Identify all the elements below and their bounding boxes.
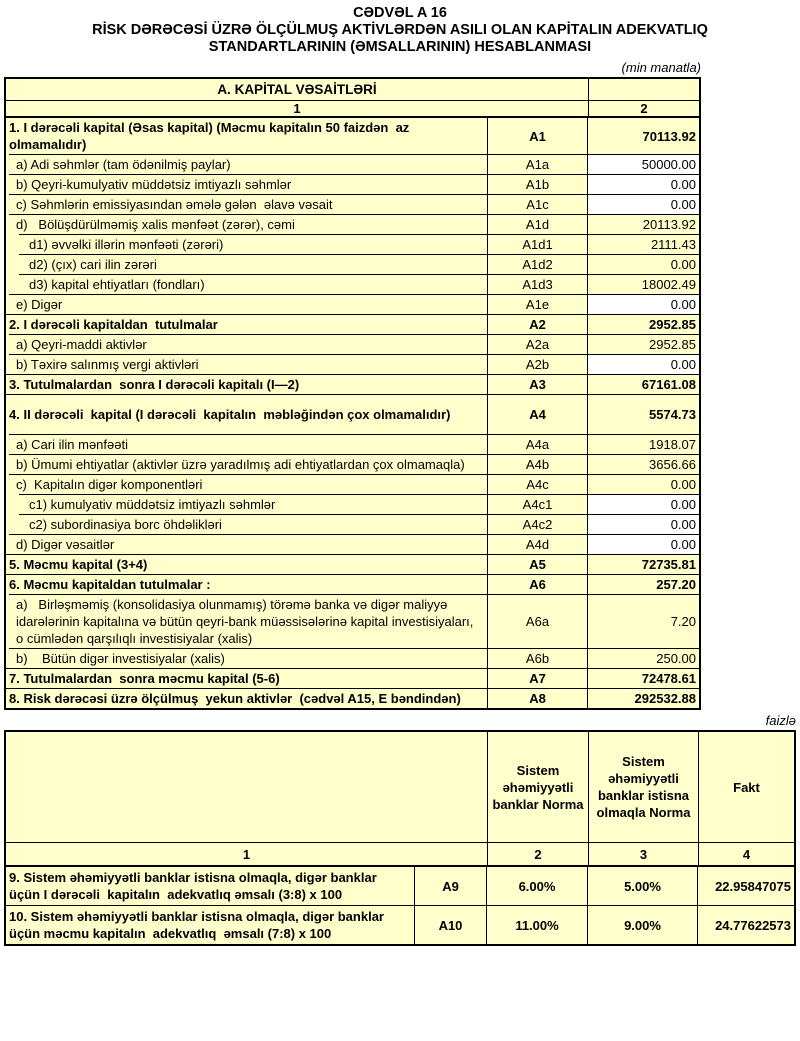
row-code: A4c (488, 475, 588, 494)
row-code: A2 (488, 315, 588, 334)
row-label: b) Ümumi ehtiyatlar (aktivlər üzrə yaradılmış adi ehtiyatlardan çox olmamaqla) (6, 455, 488, 474)
ratio-table (4, 730, 796, 946)
ratio-row-A9 (6, 865, 794, 905)
row-value: 2952.85 (649, 337, 696, 352)
row-label: 1. I dərəcəli kapital (Əsas kapital) (Məcmu kapitalın 50 faizdən az olmamalıdır) (6, 118, 488, 154)
capital-table-title-row (6, 79, 699, 100)
row-value: 2111.43 (650, 237, 696, 252)
row-label: a) Qeyri-maddi aktivlər (6, 335, 488, 354)
row-code: A1d (488, 215, 588, 234)
capital-row-A2a (6, 334, 699, 354)
row-code: A3 (488, 375, 588, 394)
row-label: a) Adi səhmlər (tam ödənilmiş paylar) (6, 155, 488, 174)
row-code: A10 (415, 906, 487, 944)
row-code: A1 (488, 118, 588, 154)
row-code: A1d3 (488, 275, 588, 294)
row-label: 10. Sistem əhəmiyyətli banklar istisna olmaqla, digər banklar üçün məcmu kapitalın adekvatlıq əmsalı (7:8) x 100 (6, 906, 415, 944)
row-code: A9 (415, 867, 487, 905)
row-value: 257.20 (656, 577, 696, 592)
row-code: A4b (488, 455, 588, 474)
row-value: 0.00 (588, 175, 699, 194)
row-code: A4a (488, 435, 588, 454)
unit-note-percent: faizlə (765, 713, 796, 728)
row-label: 2. I dərəcəli kapitaldan tutulmalar (6, 315, 488, 334)
capital-row-A1d1 (6, 234, 699, 254)
row-value: 0.00 (588, 195, 699, 214)
row-code: A4 (488, 395, 588, 434)
ratio-table-number-row (6, 842, 794, 865)
capital-row-A1d (6, 214, 699, 234)
row-value: 70113.92 (642, 128, 696, 144)
row-code: A1a (488, 155, 588, 174)
row-value: 0.00 (670, 477, 696, 492)
capital-col-number-1: 1 (6, 101, 589, 116)
row-istisna-norma: 5.00% (588, 867, 698, 905)
capital-table-title-empty-cell (589, 79, 699, 100)
row-label: d3) kapital ehtiyatları (fondları) (6, 275, 488, 294)
capital-row-A1c (6, 194, 699, 214)
unit-note-thousand-manat: (min manatla) (621, 60, 701, 75)
capital-row-A4b (6, 454, 699, 474)
row-value: 0.00 (588, 295, 699, 314)
row-fakt: 22.95847075 (715, 878, 791, 894)
border-inset (6, 434, 9, 435)
capital-table-section-title: A. KAPİTAL VƏSAİTLƏRİ (6, 79, 589, 100)
row-value: 0.00 (588, 515, 699, 534)
capital-row-A2 (6, 314, 699, 334)
border-inset (6, 494, 19, 495)
ratio-col-header-fakt: Fakt (733, 779, 760, 795)
border-inset (6, 234, 19, 235)
row-value: 67161.08 (641, 377, 696, 392)
ratio-header-empty-cell (6, 732, 488, 842)
row-code: A1c (488, 195, 588, 214)
row-value: 250.00 (656, 651, 696, 666)
row-fakt: 24.77622573 (715, 917, 791, 933)
row-label: 6. Məcmu kapitaldan tutulmalar : (6, 575, 488, 594)
capital-row-A4c1 (6, 494, 699, 514)
row-code: A6a (488, 595, 588, 648)
row-sistem-norma: 11.00% (487, 906, 588, 944)
row-label: a) Cari ilin mənfəəti (6, 435, 488, 454)
border-inset (6, 194, 9, 195)
ratio-col-number-2: 2 (488, 843, 589, 865)
border-inset (6, 174, 9, 175)
row-label: 4. II dərəcəli kapital (I dərəcəli kapitalın məbləğindən çox olmamalıdır) (6, 395, 488, 434)
capital-table-number-row (6, 100, 699, 116)
document-title: CƏDVƏL A 16 (353, 5, 447, 21)
row-label: b) Təxirə salınmış vergi aktivləri (6, 355, 488, 374)
capital-row-A1d3 (6, 274, 699, 294)
row-code: A4d (488, 535, 588, 554)
border-inset (6, 154, 9, 155)
row-code: A2a (488, 335, 588, 354)
row-label: 8. Risk dərəcəsi üzrə ölçülmuş yekun aktivlər (cədvəl A15, E bəndindən) (6, 689, 488, 708)
row-code: A1b (488, 175, 588, 194)
document-heading-line1: RİSK DƏRƏCƏSİ ÜZRƏ ÖLÇÜLMUŞ AKTİVLƏRDƏN ASILI OLAN KAPİTALIN ADEKVATLIQ (92, 22, 708, 38)
ratio-col-header-sistem-norma: Sistem əhəmiyyətli banklar Norma (488, 732, 589, 842)
capital-row-A4c (6, 474, 699, 494)
row-istisna-norma: 9.00% (588, 906, 698, 944)
row-value: 18002.49 (641, 277, 696, 292)
row-value: 3656.66 (649, 457, 696, 472)
ratio-table-body (6, 865, 794, 944)
row-code: A6b (488, 649, 588, 668)
border-inset (6, 354, 9, 355)
border-inset (6, 514, 19, 515)
capital-table-body (6, 116, 699, 708)
row-value: 72735.81 (641, 557, 696, 572)
capital-row-A1a (6, 154, 699, 174)
row-label: 5. Məcmu kapital (3+4) (6, 555, 488, 574)
row-label: c) Kapitalın digər komponentləri (6, 475, 488, 494)
row-value: 50000.00 (588, 155, 699, 174)
row-label: 7. Tutulmalardan sonra məcmu kapital (5-6) (6, 669, 488, 688)
capital-row-A5 (6, 554, 699, 574)
row-code: A4c1 (488, 495, 588, 514)
ratio-col-number-3: 3 (589, 843, 699, 865)
row-value: 5574.73 (649, 407, 696, 422)
capital-table (4, 77, 701, 710)
capital-row-A4a (6, 434, 699, 454)
border-inset (6, 474, 9, 475)
capital-row-A8 (6, 688, 699, 708)
row-code: A4c2 (488, 515, 588, 534)
capital-row-A6a (6, 594, 699, 648)
border-inset (6, 648, 9, 649)
capital-row-A3 (6, 374, 699, 394)
row-value: 0.00 (588, 355, 699, 374)
capital-col-number-2: 2 (640, 101, 648, 116)
ratio-table-header-row (6, 732, 794, 842)
row-value: 20113.92 (642, 217, 696, 232)
capital-row-A1b (6, 174, 699, 194)
row-label: d) Bölüşdürülməmiş xalis mənfəət (zərər), cəmi (6, 215, 488, 234)
row-label: d2) (çıx) cari ilin zərəri (6, 255, 488, 274)
row-value: 2952.85 (649, 317, 696, 332)
row-label: e) Digər (6, 295, 488, 314)
row-value: 72478.61 (641, 671, 696, 686)
row-label: b) Bütün digər investisiyalar (xalis) (6, 649, 488, 668)
row-sistem-norma: 6.00% (487, 867, 588, 905)
border-inset (6, 534, 9, 535)
capital-row-A1 (6, 116, 699, 154)
capital-row-A4c2 (6, 514, 699, 534)
row-code: A5 (488, 555, 588, 574)
row-label: c) Səhmlərin emissiyasından əmələ gələn əlavə vəsait (6, 195, 488, 214)
row-label: c2) subordinasiya borc öhdəlikləri (6, 515, 488, 534)
row-code: A8 (488, 689, 588, 708)
row-label: c1) kumulyativ müddətsiz imtiyazlı səhmlər (6, 495, 488, 514)
row-code: A1e (488, 295, 588, 314)
row-code: A1d2 (488, 255, 588, 274)
border-inset (6, 214, 9, 215)
ratio-col-number-1: 1 (6, 843, 488, 865)
row-code: A2b (488, 355, 588, 374)
row-code: A1d1 (488, 235, 588, 254)
row-value: 7.20 (670, 614, 696, 629)
row-value: 1918.07 (649, 437, 696, 452)
capital-row-A1d2 (6, 254, 699, 274)
border-inset (6, 294, 9, 295)
row-label: 9. Sistem əhəmiyyətli banklar istisna olmaqla, digər banklar üçün I dərəcəli kapitalın adekvatlıq əmsalı (3:8) x 100 (6, 867, 415, 905)
capital-row-A4 (6, 394, 699, 434)
row-value: 0.00 (588, 495, 699, 514)
capital-row-A4d (6, 534, 699, 554)
document-heading-line2: STANDARTLARININ (ƏMSALLARININ) HESABLANMASI (208, 39, 592, 55)
border-inset (6, 334, 9, 335)
capital-row-A6b (6, 648, 699, 668)
row-label: d1) əvvəlki illərin mənfəəti (zərəri) (6, 235, 488, 254)
row-label: a) Birləşməmiş (konsolidasiya olunmamış) törəmə banka və digər maliyyə idarələrinin kapitalına və bütün qeyri-bank müəssisələrinə kapital investisiyaları, o cümlədən qarşılıqlı investisiyalar (xalis) (6, 595, 488, 648)
row-value: 0.00 (670, 257, 696, 272)
ratio-col-number-4: 4 (742, 846, 751, 862)
ratio-row-A10 (6, 905, 794, 944)
row-value: 292532.88 (634, 691, 696, 706)
capital-row-A2b (6, 354, 699, 374)
capital-row-A6 (6, 574, 699, 594)
capital-row-A1e (6, 294, 699, 314)
border-inset (6, 594, 9, 595)
row-label: d) Digər vəsaitlər (6, 535, 488, 554)
ratio-col-header-istisna-norma: Sistem əhəmiyyətli banklar istisna olmaqla Norma (589, 732, 699, 842)
border-inset (6, 274, 19, 275)
border-inset (6, 454, 9, 455)
row-code: A6 (488, 575, 588, 594)
capital-row-A7 (6, 668, 699, 688)
row-code: A7 (488, 669, 588, 688)
border-inset (6, 254, 19, 255)
row-label: b) Qeyri-kumulyativ müddətsiz imtiyazlı səhmlər (6, 175, 488, 194)
row-value: 0.00 (588, 535, 699, 554)
row-label: 3. Tutulmalardan sonra I dərəcəli kapitalı (I—2) (6, 375, 488, 394)
